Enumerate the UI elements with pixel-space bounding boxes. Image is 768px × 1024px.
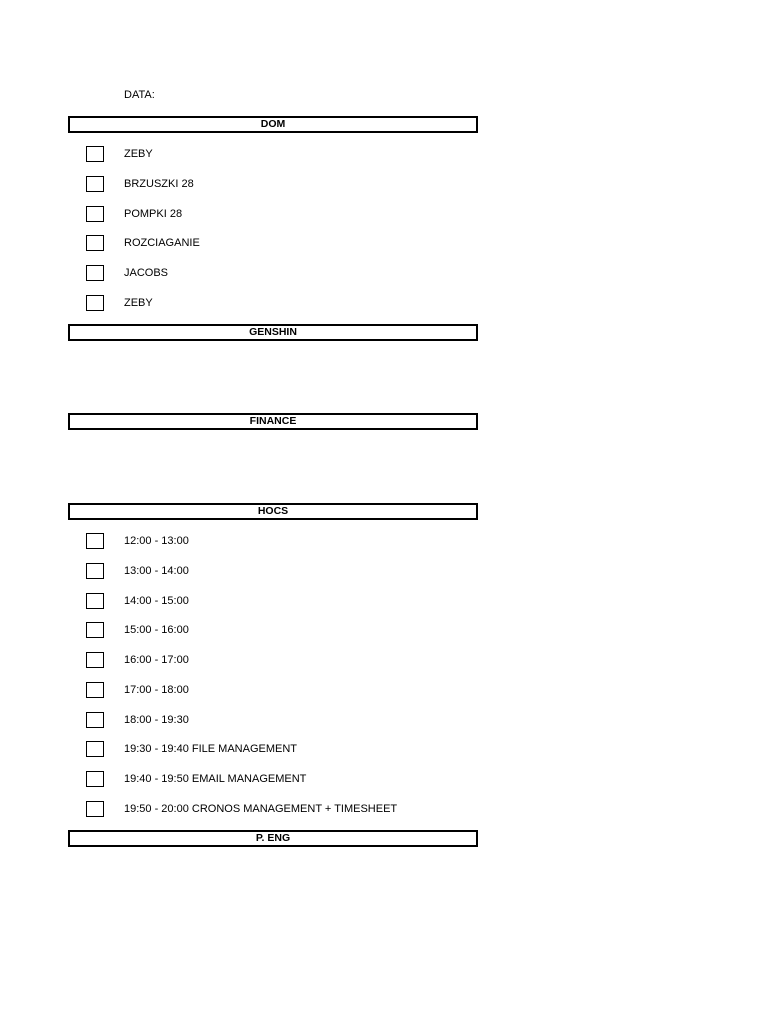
checklist-item-label: 17:00 - 18:00 — [124, 684, 189, 696]
checkbox[interactable] — [86, 533, 104, 549]
checklist-item-label: 19:50 - 20:00 CRONOS MANAGEMENT + TIMESHEET — [124, 803, 398, 815]
checkbox[interactable] — [86, 801, 104, 817]
checklist-item-label: ROZCIAGANIE — [124, 237, 200, 249]
checklist-item — [86, 652, 506, 670]
checklist-item-label: ZEBY — [124, 148, 153, 160]
checklist-item-label: 15:00 - 16:00 — [124, 624, 189, 636]
checkbox[interactable] — [86, 265, 104, 281]
section-header-hocs: HOCS — [68, 503, 478, 520]
checklist-item-label: 19:40 - 19:50 EMAIL MANAGEMENT — [124, 773, 307, 785]
checklist-item — [86, 206, 506, 224]
section-header-genshin: GENSHIN — [68, 324, 478, 341]
checkbox[interactable] — [86, 652, 104, 668]
checkbox[interactable] — [86, 176, 104, 192]
checklist-item — [86, 682, 506, 700]
checklist-item — [86, 146, 506, 164]
checkbox[interactable] — [86, 146, 104, 162]
checkbox[interactable] — [86, 741, 104, 757]
section-header-p-eng: P. ENG — [68, 830, 478, 847]
checklist-item-label: 12:00 - 13:00 — [124, 535, 189, 547]
checkbox[interactable] — [86, 622, 104, 638]
checklist-item-label: 19:30 - 19:40 FILE MANAGEMENT — [124, 743, 298, 755]
checklist-item — [86, 533, 506, 551]
checklist-item — [86, 741, 506, 759]
checklist-item — [86, 622, 506, 640]
checkbox[interactable] — [86, 563, 104, 579]
checklist-item-label: 14:00 - 15:00 — [124, 595, 189, 607]
checklist-item — [86, 265, 506, 283]
checklist-item — [86, 712, 506, 730]
checklist-item-label: JACOBS — [124, 267, 169, 279]
checkbox[interactable] — [86, 593, 104, 609]
checkbox[interactable] — [86, 295, 104, 311]
checklist-item-label: 13:00 - 14:00 — [124, 565, 189, 577]
checklist-item-label: 18:00 - 19:30 — [124, 714, 189, 726]
date-label: DATA: — [124, 89, 155, 101]
checklist-item — [86, 593, 506, 611]
checkbox[interactable] — [86, 235, 104, 251]
checklist-item-label: BRZUSZKI 28 — [124, 178, 194, 190]
checklist-item — [86, 801, 506, 819]
section-header-dom: DOM — [68, 116, 478, 133]
checkbox[interactable] — [86, 206, 104, 222]
checklist-item — [86, 295, 506, 313]
checklist-item-label: ZEBY — [124, 297, 153, 309]
checklist-item — [86, 563, 506, 581]
checklist-item-label: 16:00 - 17:00 — [124, 654, 189, 666]
checklist-item-label: POMPKI 28 — [124, 208, 183, 220]
checklist-item — [86, 176, 506, 194]
checkbox[interactable] — [86, 771, 104, 787]
checklist-item — [86, 235, 506, 253]
checklist-item — [86, 771, 506, 789]
section-header-finance: FINANCE — [68, 413, 478, 430]
checkbox[interactable] — [86, 712, 104, 728]
checkbox[interactable] — [86, 682, 104, 698]
